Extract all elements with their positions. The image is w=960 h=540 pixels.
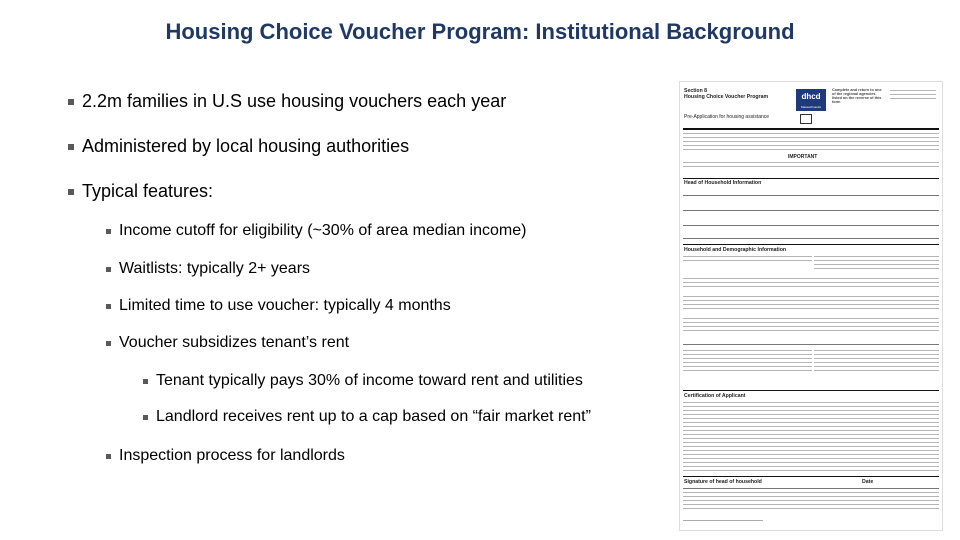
form-footer-text <box>683 492 939 512</box>
equal-housing-icon <box>800 114 812 124</box>
form-subtitle: Pre-Application for housing assistance <box>684 114 770 120</box>
bullet-square-icon <box>68 189 74 195</box>
bullet-typical-features <box>68 181 213 202</box>
form-signature: Signature of head of household <box>684 479 762 485</box>
form-date: Date <box>862 479 874 485</box>
form-rule <box>683 178 939 179</box>
form-rule <box>683 390 939 391</box>
sub-bullet-waitlists <box>106 260 310 278</box>
bullet-square-icon <box>68 144 74 150</box>
bullet-text: Limited time to use voucher: typically 4 months <box>119 297 451 314</box>
bullet-square-icon <box>106 229 111 234</box>
form-rule <box>683 476 939 477</box>
bullet-square-icon <box>106 341 111 346</box>
bullet-square-icon <box>106 304 111 309</box>
form-certification-text <box>683 402 939 474</box>
sub-sub-bullet-landlord-receives <box>143 408 591 426</box>
sub-sub-bullet-tenant-pays <box>143 372 583 390</box>
bullet-square-icon <box>106 454 111 459</box>
form-header-rule <box>683 128 939 130</box>
bullet-text: Landlord receives rent up to a cap based on “fair market rent” <box>156 408 591 425</box>
bullet-text: Typical features: <box>82 181 214 201</box>
bullet-text: Voucher subsidizes tenant’s rent <box>119 334 350 351</box>
sub-bullet-inspection <box>106 447 345 465</box>
bullet-text: Income cutoff for eligibility (~30% of area median income) <box>119 222 527 239</box>
bullet-text: Administered by local housing authorities <box>82 136 410 156</box>
sub-bullet-income-cutoff <box>106 222 526 240</box>
form-section-label: Section 8 <box>684 88 708 94</box>
bullet-square-icon <box>106 267 111 272</box>
form-instructions-text <box>683 133 939 153</box>
bullet-square-icon <box>143 379 148 384</box>
form-important-text <box>683 162 939 170</box>
bullet-text: 2.2m families in U.S use housing vouchers each year <box>82 91 507 111</box>
pre-application-form-image <box>680 82 942 530</box>
bullet-families <box>68 91 506 112</box>
sub-bullet-limited-time <box>106 297 451 315</box>
form-stamp-box <box>890 90 936 102</box>
sub-bullet-voucher-subsidizes <box>106 334 349 352</box>
bullet-square-icon <box>143 415 148 420</box>
form-program-title: Housing Choice Voucher Program <box>684 94 769 100</box>
form-certification: Certification of Applicant <box>684 393 746 399</box>
dhcd-logo: dhcd Massachusetts <box>796 89 826 111</box>
form-rule <box>683 244 939 245</box>
form-household-demographic: Household and Demographic Information <box>684 247 787 253</box>
form-important-label: IMPORTANT <box>788 154 818 160</box>
form-head-of-household: Head of Household Information <box>684 180 762 186</box>
bullet-text: Waitlists: typically 2+ years <box>119 260 311 277</box>
slide-title: Housing Choice Voucher Program: Institutional Background <box>165 19 795 44</box>
form-return-note: Complete and return to one of the regional agencies listed on the reverse of this form <box>832 88 882 104</box>
bullet-text: Inspection process for landlords <box>119 447 345 464</box>
bullet-administered <box>68 136 409 157</box>
bullet-text: Tenant typically pays 30% of income toward rent and utilities <box>156 372 583 389</box>
bullet-square-icon <box>68 99 74 105</box>
